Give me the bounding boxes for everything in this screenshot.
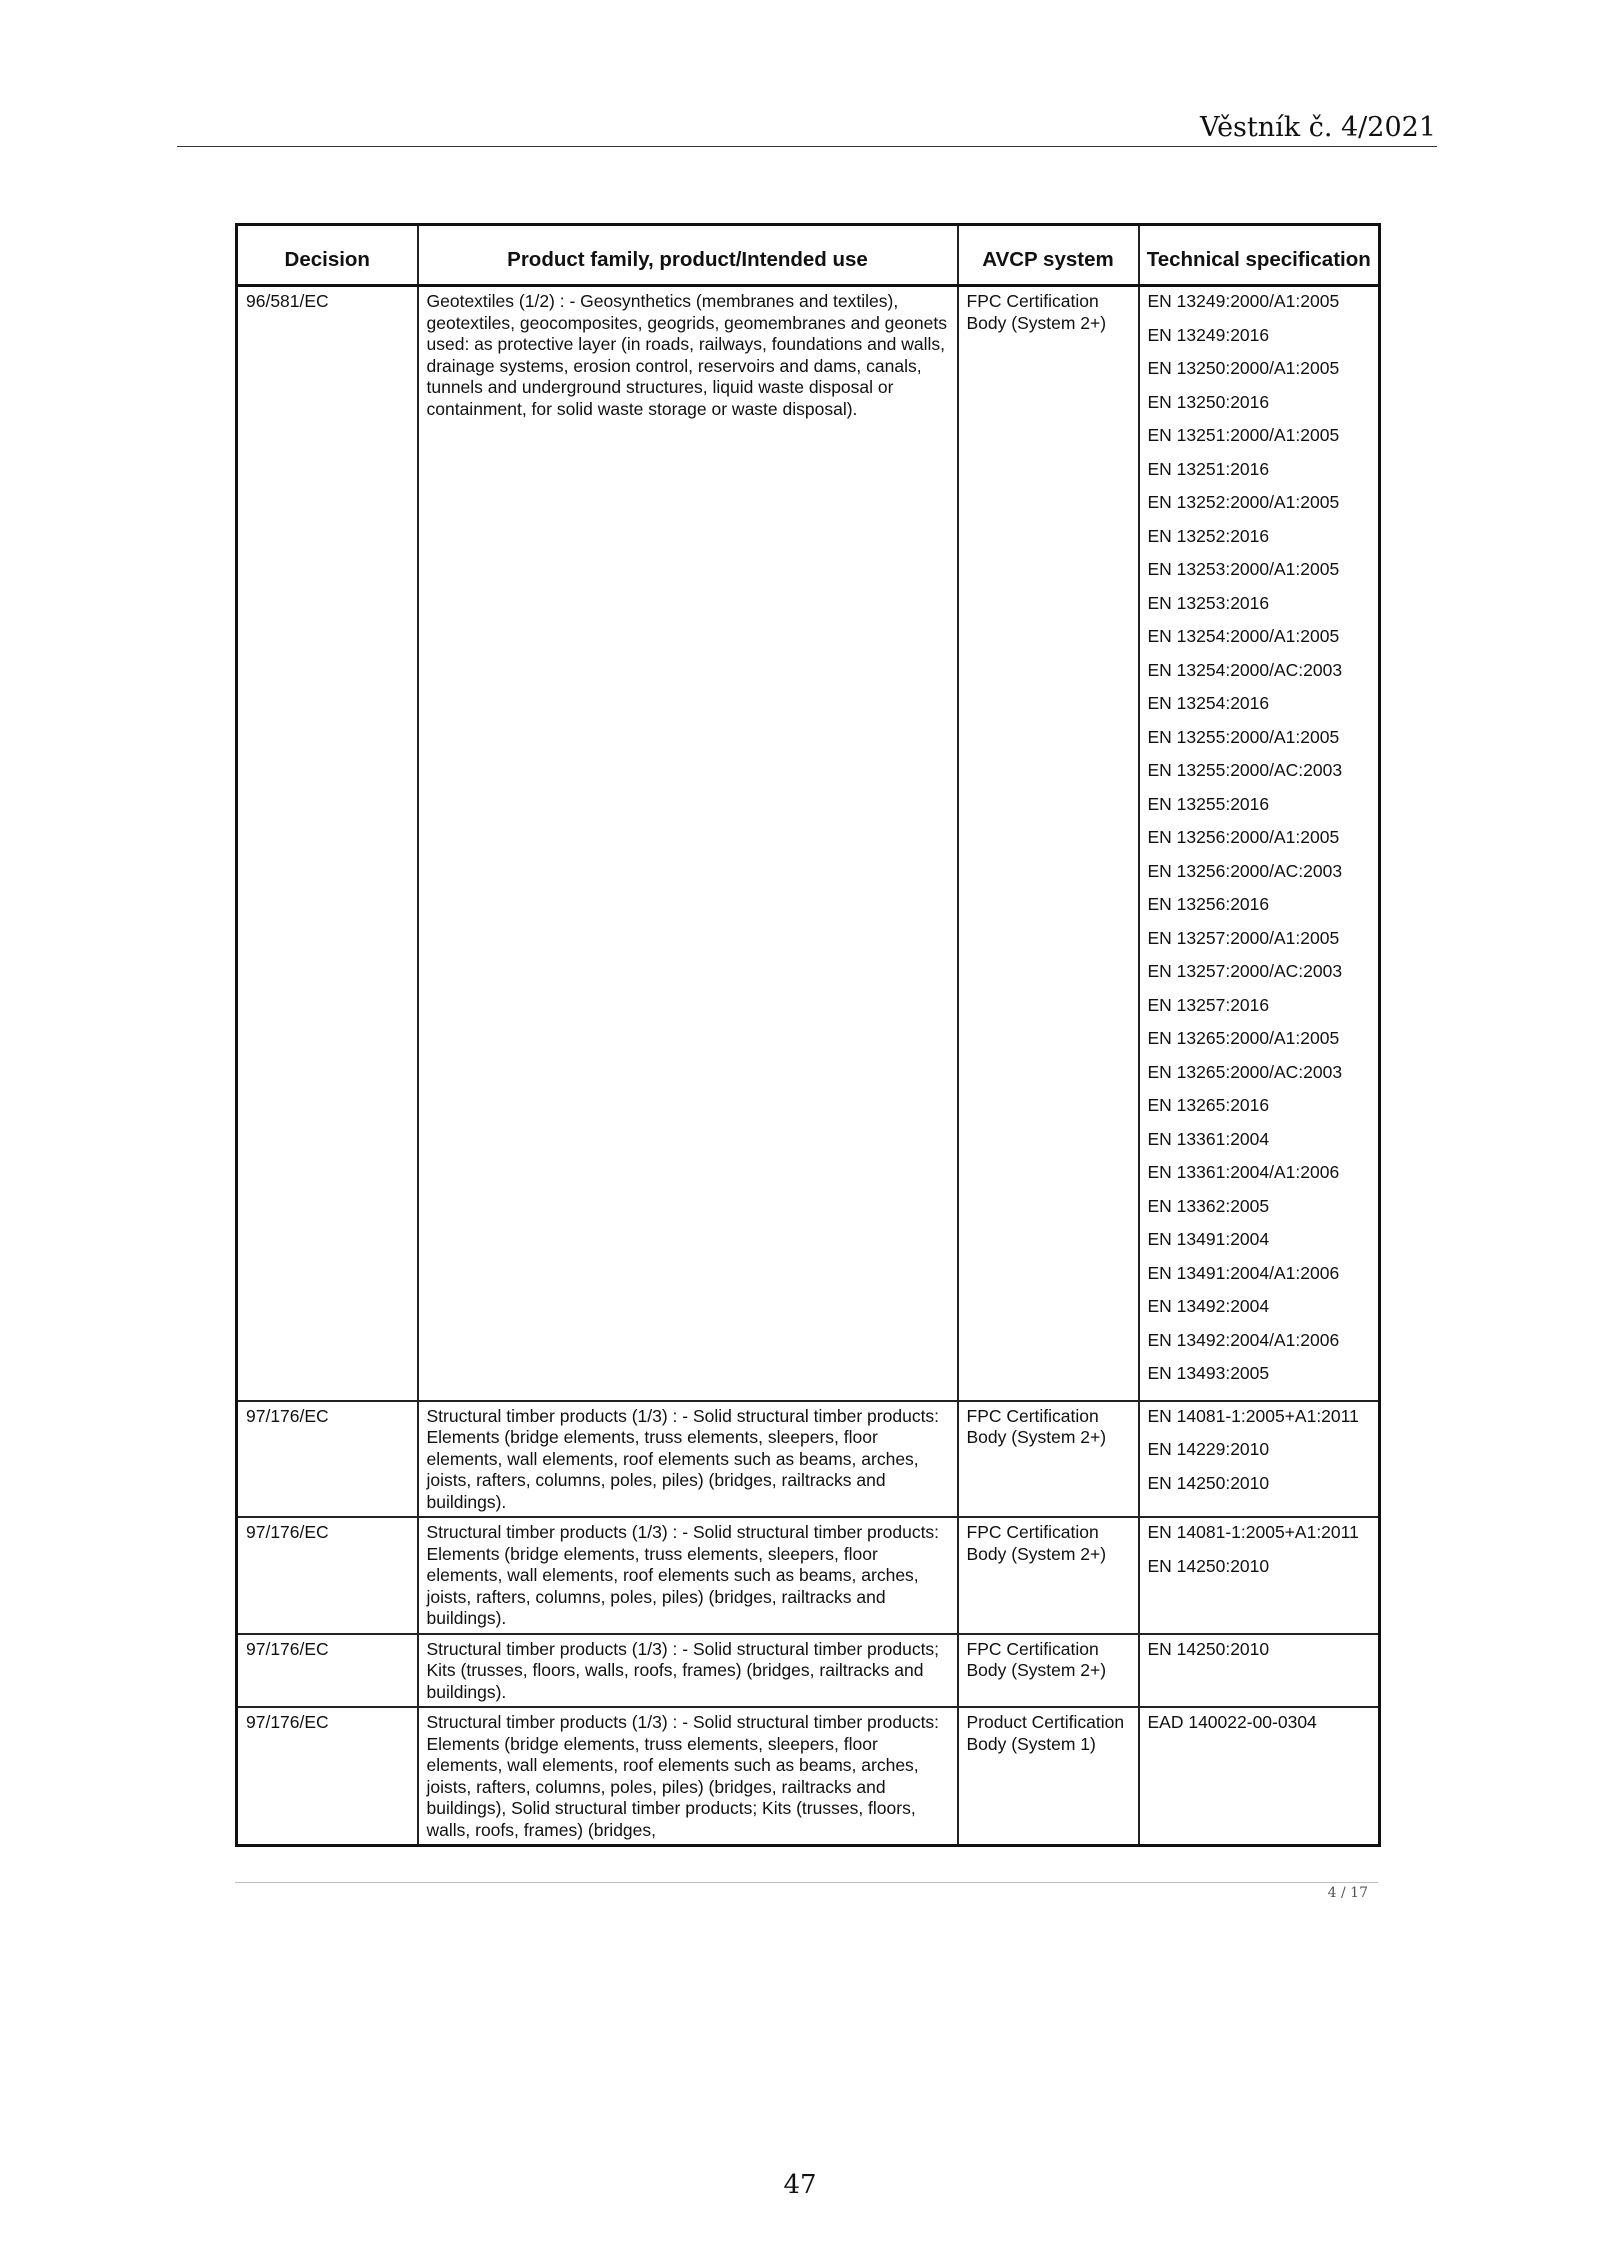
spec-item: EN 13249:2000/A1:2005 [1147, 291, 1340, 311]
spec-item: EN 13362:2005 [1147, 1195, 1270, 1216]
spec-item: EN 13493:2005 [1147, 1363, 1270, 1383]
spec-item: EN 13361:2004/A1:2006 [1147, 1162, 1340, 1182]
avcp-cell: FPC Certification Body (System 2+) [958, 1401, 1139, 1518]
technical-specification-cell [1139, 1517, 1380, 1634]
spec-item: EN 13256:2016 [1147, 894, 1270, 914]
spec-item: EN 13253:2016 [1147, 592, 1270, 613]
table-row [237, 1517, 1380, 1634]
decision-cell: 97/176/EC [237, 1707, 418, 1846]
decision-cell: 97/176/EC [237, 1517, 418, 1634]
spec-item: EN 13251:2016 [1147, 458, 1270, 479]
spec-item: EN 13265:2000/A1:2005 [1147, 1028, 1340, 1048]
technical-specification-cell [1139, 1401, 1380, 1518]
page-counter: 4 / 17 [1327, 1885, 1368, 1901]
product-cell: Structural timber products (1/3) : - Solid structural timber products: Elements (bridge elements, truss elements, sleepers, floor elements, wall elements, roof elements such as beams, arches, joists, rafters, columns, poles, piles) (bridges, railtracks and buildings). [418, 1401, 958, 1518]
spec-item: EN 13254:2000/AC:2003 [1147, 659, 1343, 680]
spec-item: EN 13492:2004/A1:2006 [1147, 1329, 1340, 1350]
avcp-cell: FPC Certification Body (System 2+) [958, 1517, 1139, 1634]
avcp-cell: FPC Certification Body (System 2+) [958, 286, 1139, 1401]
spec-item: EN 13250:2000/A1:2005 [1147, 358, 1340, 378]
spec-item: EN 13257:2016 [1147, 994, 1270, 1015]
avcp-cell: Product Certification Body (System 1) [958, 1707, 1139, 1846]
spec-item: EN 13251:2000/A1:2005 [1147, 425, 1340, 445]
spec-item: EN 13250:2016 [1147, 391, 1270, 412]
table-row [237, 286, 1380, 1401]
spec-item: EN 13249:2016 [1147, 324, 1270, 345]
table-row [237, 1401, 1380, 1518]
spec-item: EN 13255:2016 [1147, 793, 1270, 814]
spec-item: EN 14081-1:2005+A1:2011 [1147, 1522, 1359, 1542]
decision-cell: 97/176/EC [237, 1634, 418, 1708]
decision-cell: 97/176/EC [237, 1401, 418, 1518]
column-header-avcp: AVCP system [958, 225, 1139, 286]
table-header-row [237, 225, 1380, 286]
table-row [237, 1707, 1380, 1846]
decision-cell: 96/581/EC [237, 286, 418, 1401]
spec-item: EN 13257:2000/AC:2003 [1147, 961, 1343, 981]
spec-item: EN 13255:2000/AC:2003 [1147, 760, 1343, 780]
spec-item: EN 14250:2010 [1147, 1472, 1270, 1493]
product-cell: Structural timber products (1/3) : - Solid structural timber products: Elements (bridge elements, truss elements, sleepers, floor elements, wall elements, roof elements such as beams, arches, joists, rafters, columns, poles, piles) (bridges, railtracks and buildings). [418, 1517, 958, 1634]
spec-item: EN 14250:2010 [1147, 1555, 1270, 1576]
spec-item: EN 13265:2016 [1147, 1095, 1270, 1115]
spec-item: EN 13256:2000/A1:2005 [1147, 827, 1340, 847]
spec-item: EN 14081-1:2005+A1:2011 [1147, 1405, 1359, 1426]
spec-item: EN 13256:2000/AC:2003 [1147, 860, 1343, 881]
header-rule [177, 146, 1437, 147]
table-row [237, 1634, 1380, 1708]
technical-specification-cell [1139, 1634, 1380, 1708]
column-header-decision: Decision [237, 225, 418, 286]
page-number: 47 [783, 2170, 817, 2200]
technical-specification-cell [1139, 1707, 1380, 1846]
spec-item: EN 13252:2016 [1147, 525, 1270, 546]
spec-item: EN 13491:2004/A1:2006 [1147, 1262, 1340, 1283]
spec-item: EAD 140022-00-0304 [1147, 1712, 1317, 1732]
technical-specification-cell [1139, 286, 1380, 1401]
product-cell: Geotextiles (1/2) : - Geosynthetics (membranes and textiles), geotextiles, geocomposites, geogrids, geomembranes and geonets used: as protective layer (in roads, railways, foundations and walls, drainage systems, erosion control, reservoirs and dams, canals, tunnels and underground structures, liquid waste disposal or containment, for solid waste storage or waste disposal). [418, 286, 958, 1401]
spec-item: EN 14250:2010 [1147, 1638, 1270, 1659]
spec-item: EN 13255:2000/A1:2005 [1147, 726, 1340, 747]
column-header-technical-specification: Technical specification [1139, 225, 1380, 286]
product-cell: Structural timber products (1/3) : - Solid structural timber products; Kits (trusses, floors, walls, roofs, frames) (bridges, railtracks and buildings). [418, 1634, 958, 1708]
spec-item: EN 13492:2004 [1147, 1296, 1270, 1316]
footer-rule [235, 1882, 1378, 1883]
spec-item: EN 13252:2000/A1:2005 [1147, 492, 1340, 512]
bulletin-title: Věstník č. 4/2021 [1200, 112, 1436, 143]
avcp-cell: FPC Certification Body (System 2+) [958, 1634, 1139, 1708]
spec-item: EN 13257:2000/A1:2005 [1147, 927, 1340, 948]
specification-table-container [235, 223, 1378, 1847]
spec-item: EN 13254:2000/A1:2005 [1147, 626, 1340, 646]
specification-table [235, 223, 1381, 1847]
spec-item: EN 13254:2016 [1147, 693, 1270, 713]
spec-item: EN 13491:2004 [1147, 1229, 1270, 1249]
column-header-product: Product family, product/Intended use [418, 225, 958, 286]
product-cell: Structural timber products (1/3) : - Solid structural timber products: Elements (bridge elements, truss elements, sleepers, floor elements, wall elements, roof elements such as beams, arches, joists, rafters, columns, poles, piles) (bridges, railtracks and buildings), Solid structural timber products; Kits (trusses, floors, walls, roofs, frames) (bridges, [418, 1707, 958, 1846]
spec-item: EN 13253:2000/A1:2005 [1147, 559, 1340, 579]
spec-item: EN 14229:2010 [1147, 1439, 1270, 1459]
spec-item: EN 13265:2000/AC:2003 [1147, 1061, 1343, 1082]
spec-item: EN 13361:2004 [1147, 1128, 1270, 1149]
